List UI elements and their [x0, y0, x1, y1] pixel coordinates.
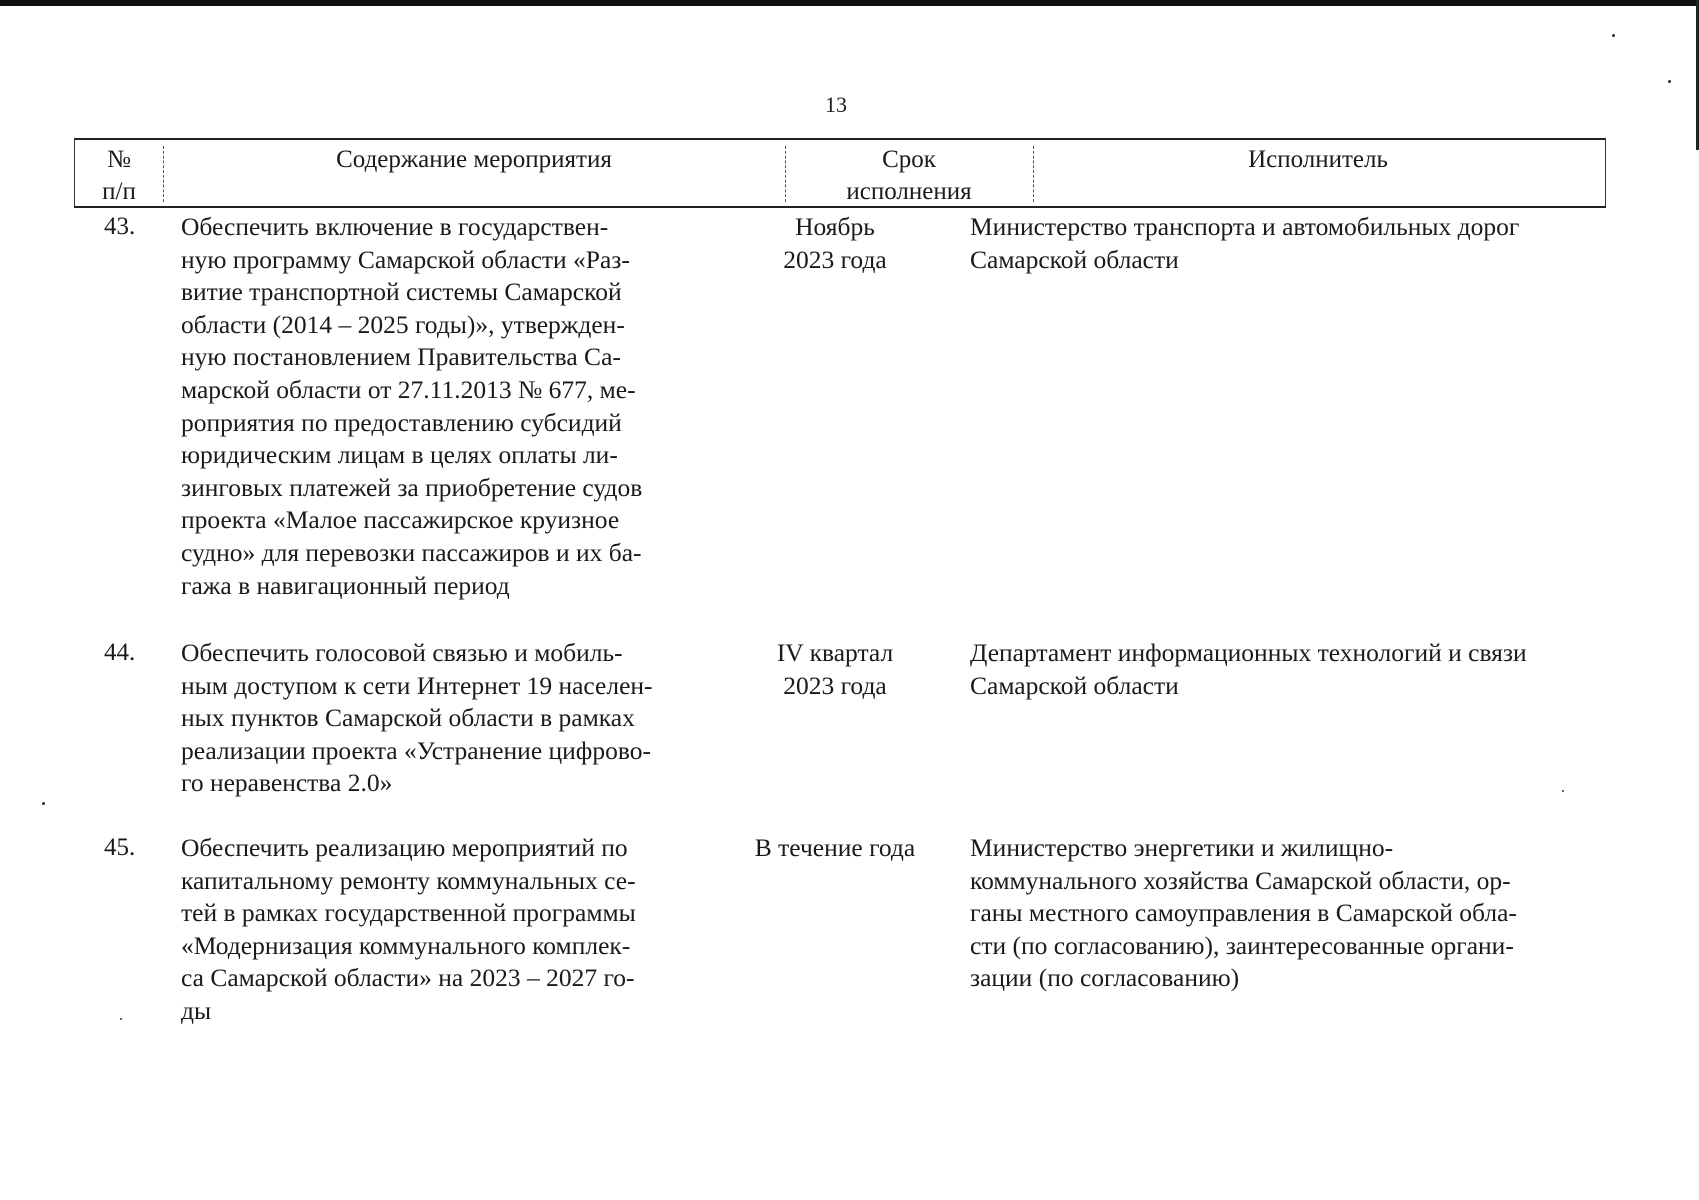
row-content: Обеспечить включение в государствен- ную программу Самарской области «Раз- витие транспортной системы Самарской области (2014 – 2025 годы)», утвержден- ную постановлением Правительства Са- марской области от 27.11.2013 № 677, ме- роприятия по предоставлению субсидий юридическим лицам в целях оплаты ли- зинговых платежей за приобретение судов проекта «Малое пассажирское круизное судно» для перевозки пассажиров и их ба- гажа в навигационный период: [181, 212, 643, 600]
scan-speck: [42, 802, 45, 805]
scan-top-edge: [0, 0, 1699, 6]
row-content: Обеспечить реализацию мероприятий по капитальному ремонту коммунальных се- тей в рамках государственной программы «Модернизация коммунального комплек- са Самарской области» на 2023 – 2027 го- ды: [181, 833, 636, 1025]
row-executor: Министерство энергетики и жилищно- коммунального хозяйства Самарской области, ор- ганы местного самоуправления в Самарской обла- сти (по согласованию), заинтересованные органи- зации (по согласованию): [970, 833, 1517, 993]
scan-speck: [1668, 80, 1671, 83]
row-number: 44.: [104, 639, 136, 666]
row-term: В течение года: [754, 833, 916, 862]
scan-speck: [1562, 790, 1564, 792]
page-number: 13: [825, 92, 847, 117]
row-executor: Департамент информационных технологий и связи Самарской области: [970, 638, 1527, 700]
scan-speck: [120, 1018, 122, 1020]
header-term: Срок исполнения: [846, 146, 972, 205]
row-term: Ноябрь 2023 года: [783, 212, 887, 274]
table-header: [74, 138, 1606, 208]
header-executor: Исполнитель: [1248, 146, 1388, 173]
row-term: IV квартал 2023 года: [776, 638, 894, 700]
row-number: 43.: [104, 213, 136, 240]
row-executor: Министерство транспорта и автомобильных дорог Самарской области: [970, 212, 1520, 274]
row-number: 45.: [104, 834, 136, 861]
header-number: № п/п: [102, 146, 136, 205]
header-content: Содержание мероприятия: [336, 146, 612, 173]
scan-speck: [1612, 34, 1615, 37]
row-content: Обеспечить голосовой связью и мобиль- ным доступом к сети Интернет 19 населен- ных пунктов Самарской области в рамках реализации проекта «Устранение цифрово- го неравенства 2.0»: [181, 638, 653, 798]
